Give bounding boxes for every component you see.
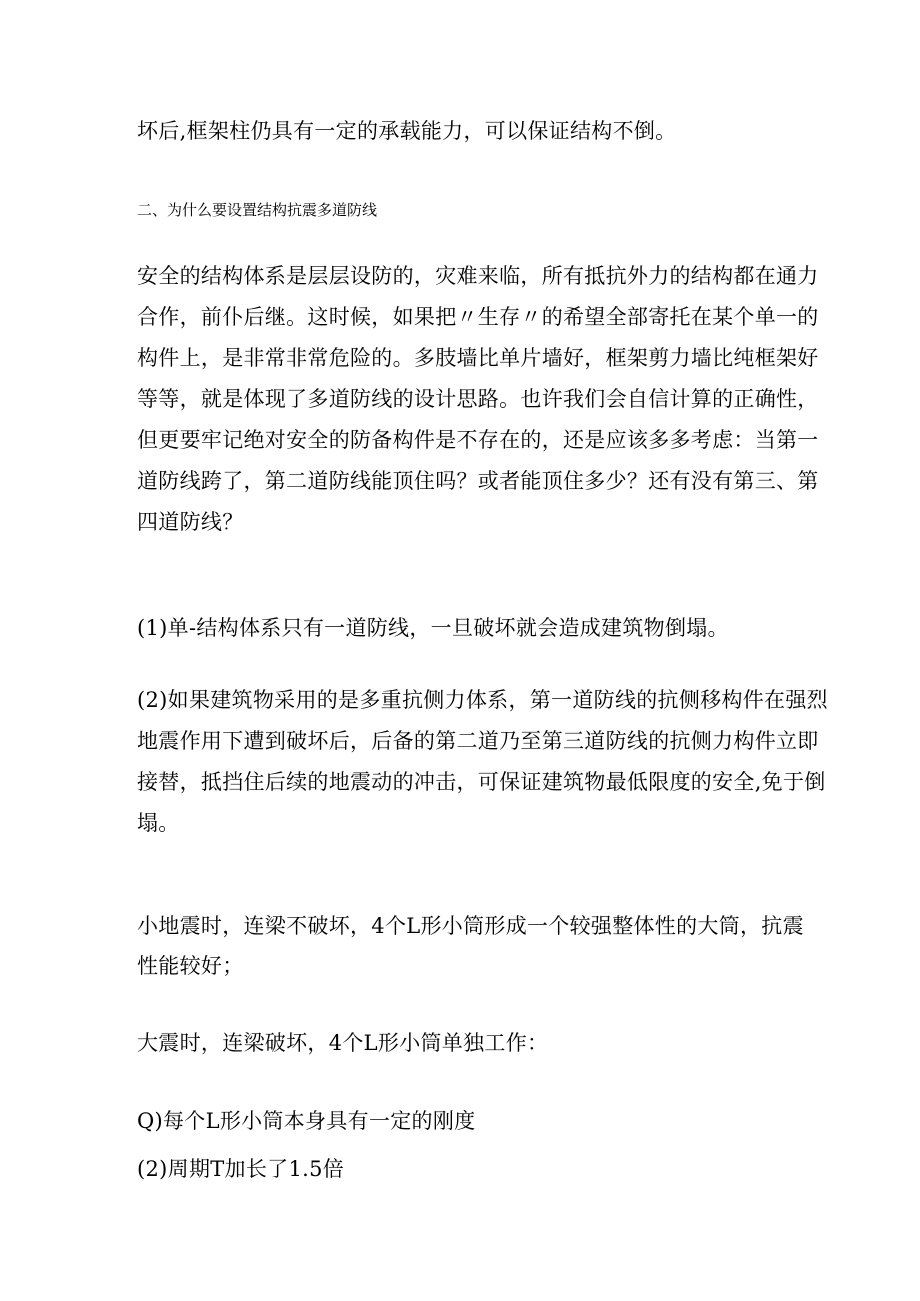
point-2: (2)周期T加长了1.5倍 bbox=[137, 1157, 345, 1181]
section-heading: 二、为什么要设置结构抗震多道防线 bbox=[137, 201, 378, 219]
paragraph-line: 但更要牢记绝对安全的防备构件是不存在的，还是应该多多考虑：当第一 bbox=[137, 428, 819, 452]
intro-line: 坏后,框架柱仍具有一定的承载能力，可以保证结构不倒。 bbox=[137, 119, 677, 143]
paragraph-line: 道防线跨了，第二道防线能顶住吗？或者能顶住多少？还有没有第三、第 bbox=[137, 469, 819, 493]
point-q: Q)每个L形小筒本身具有一定的刚度 bbox=[137, 1109, 476, 1133]
item-1: (1)单-结构体系只有一道防线，一旦破坏就会造成建筑物倒塌。 bbox=[137, 616, 729, 640]
paragraph-line: 安全的结构体系是层层设防的，灾难来临，所有抵抗外力的结构都在通力 bbox=[137, 264, 819, 288]
item-line: 地震作用下遭到破坏后，后备的第二道乃至第三道防线的抗侧力构件立即 bbox=[137, 729, 819, 753]
paragraph-line: 合作，前仆后继。这时候，如果把〃生存〃的希望全部寄托在某个单一的 bbox=[137, 305, 819, 329]
item-line: 接替，抵挡住后续的地震动的冲击，可保证建筑物最低限度的安全,免于倒 bbox=[137, 770, 826, 794]
paragraph-line: 构件上，是非常非常危险的。多肢墙比单片墙好，框架剪力墙比纯框架好 bbox=[137, 346, 819, 370]
paragraph-line: 等等，就是体现了多道防线的设计思路。也许我们会自信计算的正确性， bbox=[137, 387, 819, 411]
paragraph-line: 性能较好； bbox=[137, 954, 244, 978]
item-line: 塌。 bbox=[137, 811, 180, 835]
big-quake-line: 大震时，连梁破坏，4个L形小筒单独工作： bbox=[137, 1031, 549, 1055]
paragraph-line: 四道防线？ bbox=[137, 510, 244, 534]
item-line: (2)如果建筑物采用的是多重抗侧力体系，第一道防线的抗侧移构件在强烈 bbox=[137, 688, 828, 712]
paragraph-line: 小地震时，连梁不破坏，4个L形小筒形成一个较强整体性的大筒，抗震 bbox=[137, 914, 804, 938]
